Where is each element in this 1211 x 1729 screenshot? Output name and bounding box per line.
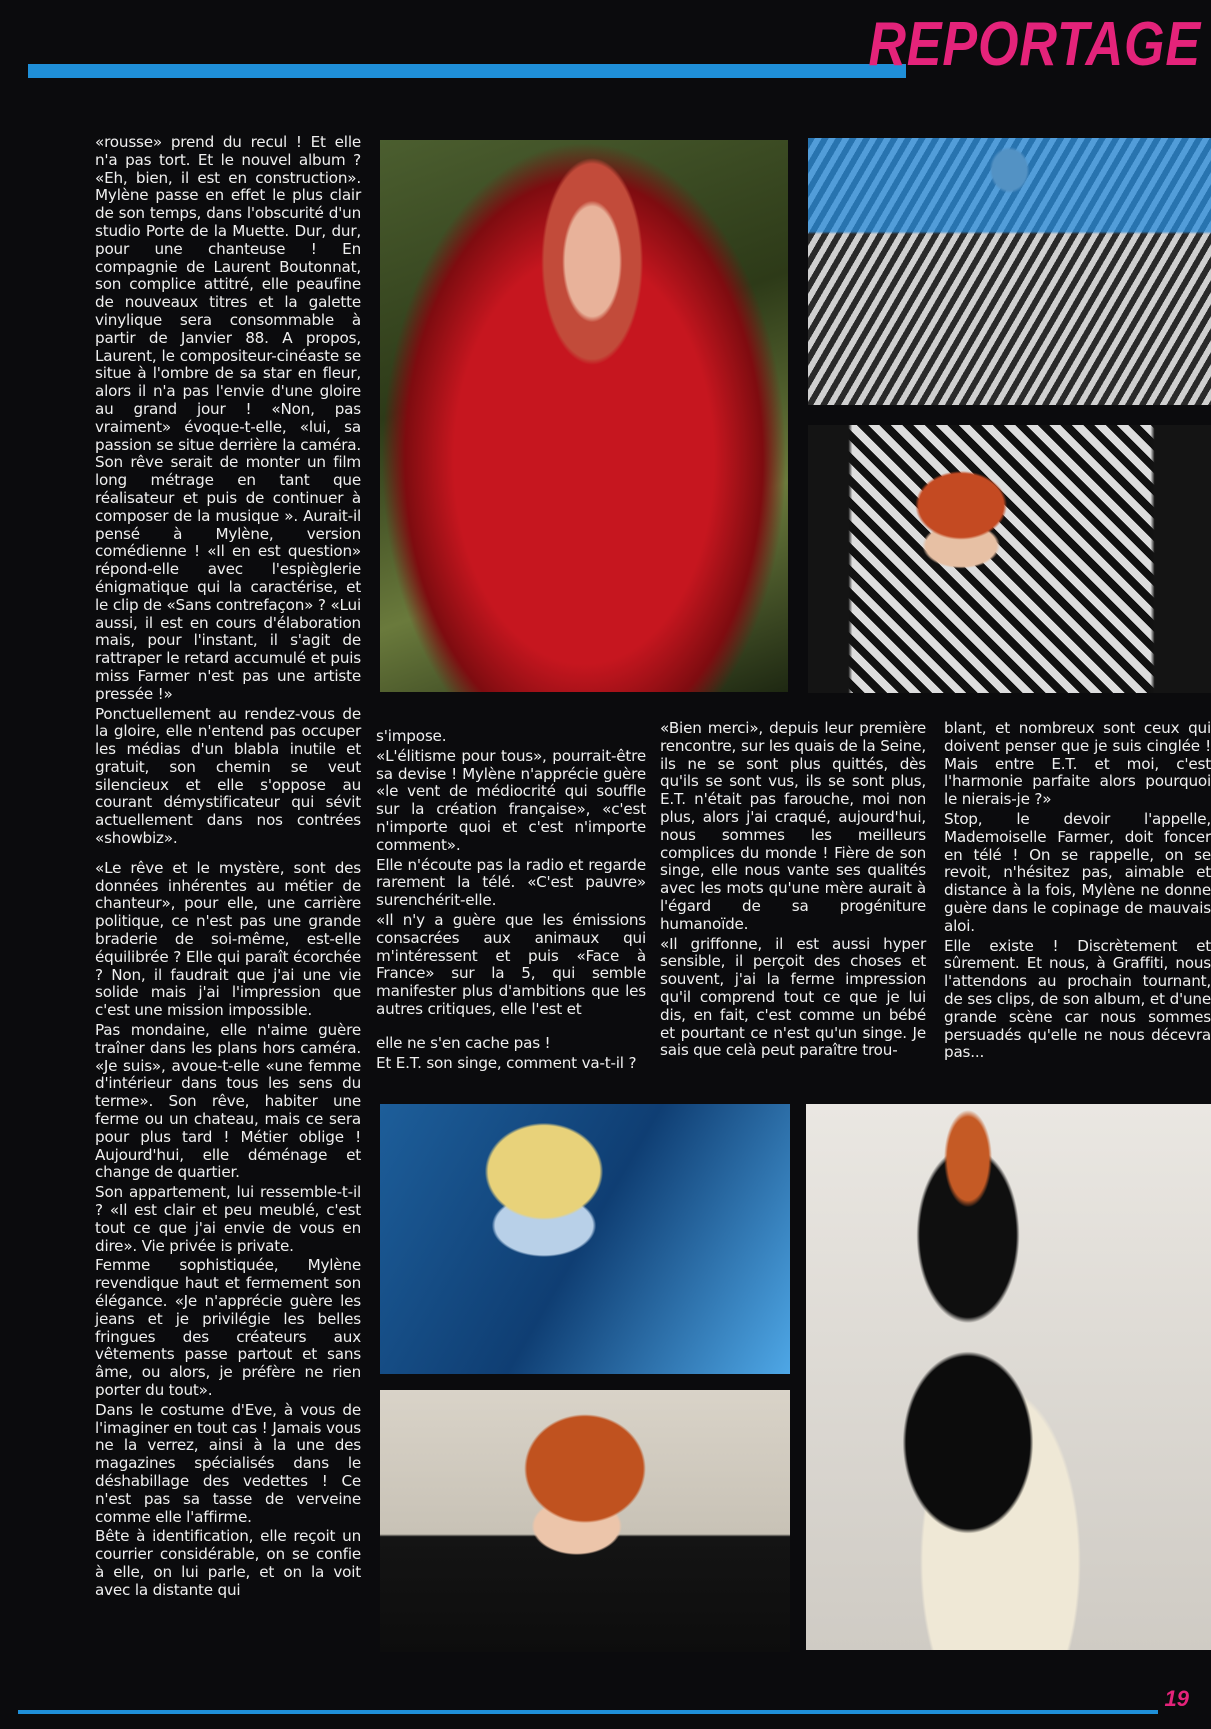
section-title: REPORTAGE <box>868 10 1201 79</box>
paragraph: Et E.T. son singe, comment va-t-il ? <box>376 1053 637 1072</box>
paragraph: «L'élitisme pour tous», pourrait-être sa devise ! Mylène n'apprécie guère «le vent de médiocrité qui souffle sur la création française», «c'est n'importe quoi et c'est n'importe comment». <box>376 746 646 854</box>
paragraph: «Il griffonne, il est aussi hyper sensible, il perçoit des choses et souvent, j'ai la ferme impression qu'il comprend tout ce que je lui dis, en fait, c'est comme un bébé et pourtant ce n'est qu'un singe. Je sais que celà peut paraître trou- <box>660 934 926 1060</box>
footer-rule <box>18 1710 1158 1714</box>
paragraph: elle ne s'en cache pas ! <box>376 1033 551 1052</box>
paragraph: «Le rêve et le mystère, sont des données inhérentes au métier de chanteur», pour elle, une carrière politique, ce n'est pas une grande braderie de soi-même, est-elle équilibrée ? Elle qui paraît écorchée ? Non, il faudrait que j'ai une vie solide mais j'ai l'impression que c'est une mission impossible. <box>95 858 361 1020</box>
paragraph: s'impose. <box>376 727 447 745</box>
photo-seated-black-dress <box>806 1104 1211 1650</box>
photo-portrait-hand-on-cheek <box>380 1390 790 1652</box>
paragraph: Femme sophistiquée, Mylène revendique haut et fermement son élégance. «Je n'apprécie guère les jeans et je privilégie les belles fringues des créateurs aux vêtements passe partout et sans âme, ou alors, je préfère ne rien porter du tout». <box>95 1256 361 1399</box>
photo-blue-toned-portrait <box>380 1104 790 1374</box>
paragraph: «Il n'y a guère que les émissions consacrées aux animaux qui m'intéressent et puis «Face à France» sur la 5, qui semble manifester plus d'ambitions que les autres critiques, elle l'est et <box>376 910 646 1018</box>
paragraph: Elle n'écoute pas la radio et regarde rarement la télé. «C'est pauvre» surenchérit-elle. <box>376 855 646 910</box>
paragraph: Stop, le devoir l'appelle, Mademoiselle Farmer, doit foncer en télé ! On se rappelle, on se revoit, n'hésitez pas, aimable et distance à la fois, Mylène ne donne guère dans le copinage de mauvais aloi. <box>944 809 1211 935</box>
paragraph: Ponctuellement au rendez-vous de la gloire, elle n'entend pas occuper les médias d'un blabla inutile et gratuit, son chemin se veut silencieux et elle s'oppose au courant démystificateur qui sévit actuellement dans nos contrées «showbiz». <box>95 704 361 848</box>
photo-red-hair-checkered-jacket <box>808 425 1211 693</box>
article-column-3 <box>660 720 926 1060</box>
paragraph: «rousse» prend du recul ! Et elle n'a pas tort. Et le nouvel album ? «Eh, bien, il est en construction». Mylène passe en effet le plus clair de son temps, dans l'obscurité d'un studio Porte de la Muette. Dur, dur, pour une chanteuse ! En compagnie de Laurent Boutonnat, son complice attitré, elle peaufine de nouveaux titres et la galette vinylique sera consommable à partir de Janvier 88. A propos, Laurent, le compositeur-cinéaste se situe à l'ombre de sa star en fleur, alors il n'a pas l'envie d'une gloire au grand jour ! «Non, pas vraiment» évoque-t-elle, «lui, sa passion se situe derrière la caméra. Son rêve serait de monter un film long métrage en tant que réalisateur et puis de continuer à composer de la musique ». Aurait-il pensé à Mylène, version comédienne ! «Il en est question» répond-elle avec l'espièglerie énigmatique qui la caractérise, et le clip de «Sans contrefaçon» ? «Lui aussi, il est en cours d'élaboration mais, pour l'instant, il s'agit de rattraper le retard accumulé et puis miss Farmer n'est pas une artiste pressée !» <box>95 133 361 703</box>
paragraph: Bête à identification, elle reçoit un courrier considérable, on se confie à elle, on lui parle, et on la voit avec la distante qui <box>95 1527 361 1599</box>
paragraph: Elle existe ! Discrètement et sûrement. Et nous, à Graffiti, nous l'attendons au prochain tournant, de ses clips, de son album, et d'une grande scène car nous sommes persuadés qu'elle ne nous décevra pas... <box>944 936 1211 1062</box>
paragraph: Son appartement, lui ressemble-t-il ? «Il est clair et peu meublé, c'est tout ce que j'ai envie de vous en dire». Vie privée is private. <box>95 1183 361 1255</box>
header-rule <box>28 64 906 78</box>
photo-portrait-red-jacket <box>380 140 788 692</box>
article-column-2 <box>376 728 646 1072</box>
article-column-1 <box>95 134 361 1600</box>
paragraph: Dans le costume d'Eve, à vous de l'imaginer en tout cas ! Jamais vous ne la verrez, ainsi à la une des magazines spécialisés dans le déshabillage des vedettes ! Ce n'est pas sa tasse de verveine comme elle l'affirme. <box>95 1400 361 1526</box>
paragraph: «Bien merci», depuis leur première rencontre, sur les quais de la Seine, ils ne se sont plus quittés, dès qu'ils se sont vus, ils se sont plus, E.T. n'était pas farouche, moi non plus, alors j'ai craqué, aujourd'hui, nous sommes les meilleurs complices du monde ! Fière de son singe, elle nous vante ses qualités avec les mots qu'une mère aurait à l'égard de sa progéniture humanoïde. <box>660 719 926 933</box>
paragraph: blant, et nombreux sont ceux qui doivent penser que je suis cinglée ! Mais entre E.T. et moi, c'est l'harmonie parfaite alors pourquoi le nierais-je ?» <box>944 719 1211 809</box>
page-number: 19 <box>1164 1686 1189 1711</box>
article-column-4 <box>944 720 1211 1062</box>
photo-reclining-striped-coat <box>808 138 1211 405</box>
paragraph: Pas mondaine, elle n'aime guère traîner dans les plans hors caméra. «Je suis», avoue-t-elle «une femme d'intérieur dans tous les sens du terme». Son rêve, habiter une ferme ou un chateau, mais ce sera pour plus tard ! Métier oblige ! Aujourd'hui, elle déménage et change de quartier. <box>95 1021 361 1182</box>
